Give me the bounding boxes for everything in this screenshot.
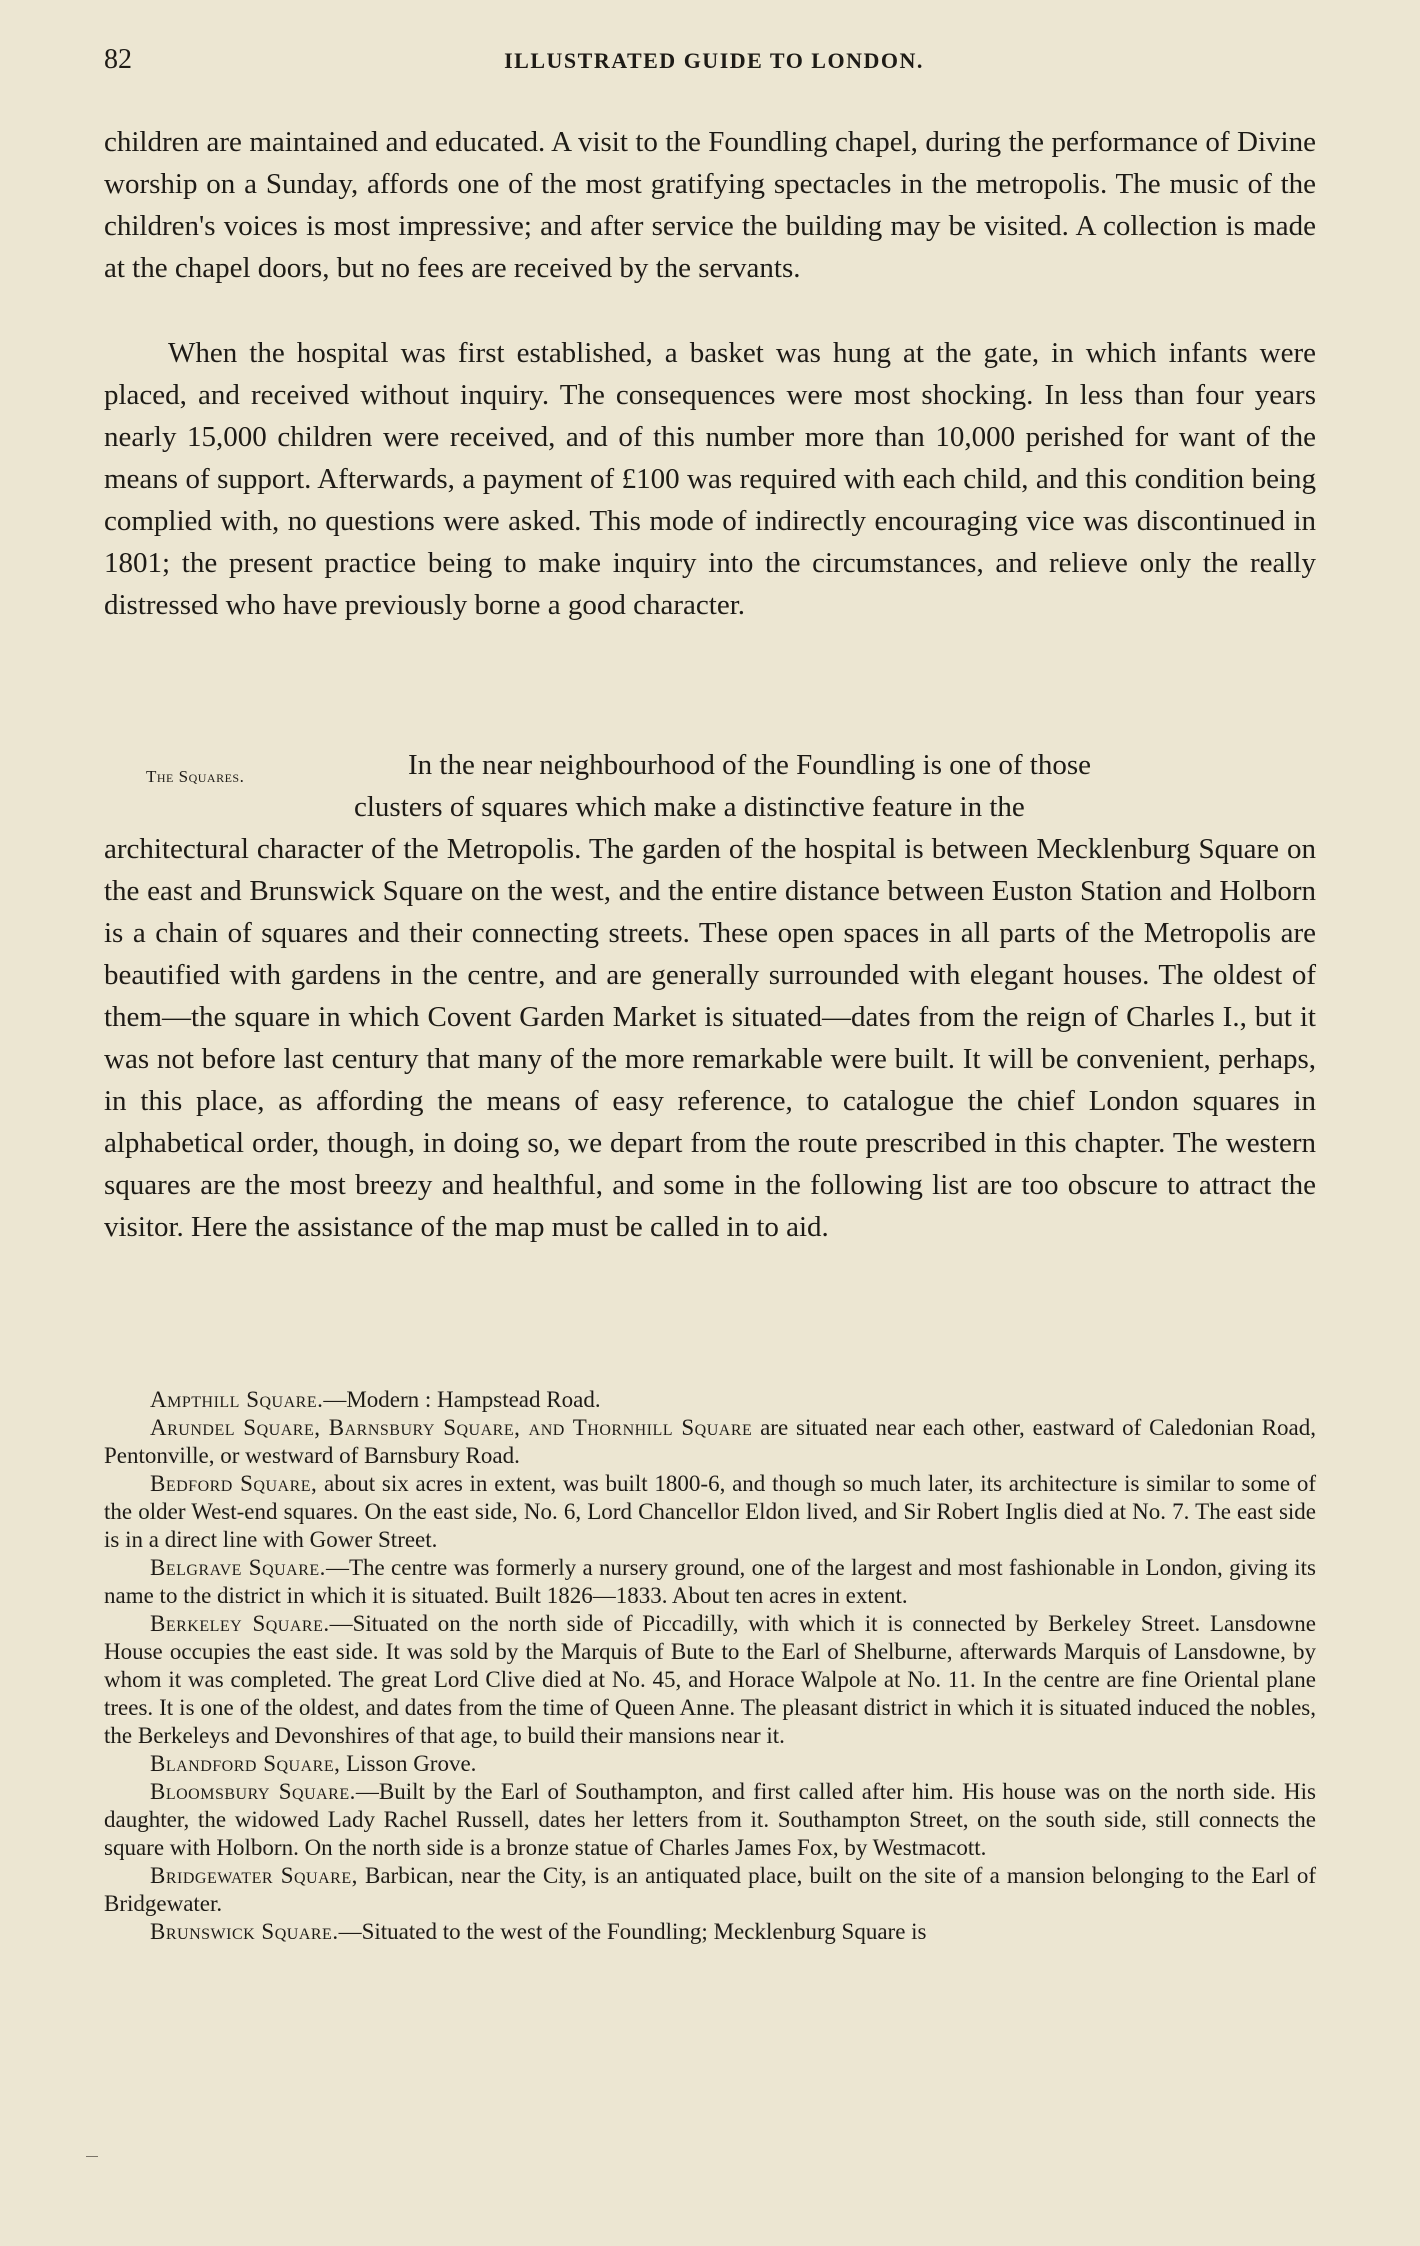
list-item <box>104 1918 1316 1946</box>
list-item <box>104 1750 1316 1778</box>
paragraph-hospital-history <box>104 332 1316 626</box>
paragraph-text: children are maintained and educated. A visit to the Foundling chapel, during the performance of Divine worship on a Sunday, affords one of the most gratifying spectacles in the metropolis. The music of the children's voices is most impressive; and after service the building may be visited. A collection is made at the chapel doors, but no fees are received by the servants. <box>104 126 1316 284</box>
page-number: 82 <box>104 44 132 75</box>
square-description: Lisson Grove. <box>340 1751 477 1776</box>
square-name: Berkeley Square. <box>150 1611 330 1636</box>
square-name: Bloomsbury Square. <box>150 1779 356 1804</box>
square-description: —The centre was formerly a nursery ground, one of the largest and most fashionable in London, giving its name to the district in which it is situated. Built 1826—1833. About ten acres in extent. <box>104 1555 1316 1608</box>
square-name: Blandford Square, <box>150 1751 341 1776</box>
list-item <box>104 1414 1316 1470</box>
list-item <box>104 1386 1316 1414</box>
squares-section <box>104 744 1316 1248</box>
square-description: —Situated on the north side of Piccadilly, with which it is connected by Berkeley Street. Lansdowne House occupies the east side. It was sold by the Marquis of Bute to the Earl of Shelburne, afterwards Marquis of Lansdowne, by whom it was completed. The great Lord Clive died at No. 45, and Horace Walpole at No. 11. In the centre are fine Oriental plane trees. It is one of the oldest, and dates from the time of Queen Anne. The pleasant district in which it is situated induced the nobles, the Berkeleys and Devonshires of that age, to build their mansions near it. <box>104 1611 1316 1748</box>
squares-intro-rest: architectural character of the Metropolis. The garden of the hospital is between Mecklenburg Square on the east and Brunswick Square on the west, and the entire distance between Euston Station and Holborn is a chain of squares and their connecting streets. These open spaces in all parts of the Metropolis are beautified with gardens in the centre, and are generally surrounded with elegant houses. The oldest of them—the square in which Covent Garden Market is situated—dates from the reign of Charles I., but it was not before last century that many of the more remarkable were built. It will be convenient, perhaps, in this place, as affording the means of easy reference, to catalogue the chief London squares in alphabetical order, though, in doing so, we depart from the route prescribed in this chapter. The western squares are the most breezy and healthful, and some in the following list are too obscure to attract the visitor. Here the assistance of the map must be called in to aid. <box>104 833 1316 1243</box>
printer-mark <box>86 2156 98 2157</box>
paragraph-foundling-chapel <box>104 121 1316 289</box>
list-item <box>104 1862 1316 1918</box>
squares-intro-paragraph <box>104 744 1316 1248</box>
list-item <box>104 1778 1316 1862</box>
sidenote-the-squares: The Squares. <box>146 767 245 786</box>
square-name: Ampthill Square. <box>150 1387 324 1412</box>
list-item <box>104 1610 1316 1750</box>
square-description: —Built by the Earl of Southampton, and first called after him. His house was on the north side. His daughter, the widowed Lady Rachel Russell, dates her letters from it. Southampton Street, on the south side, still connects the square with Holborn. On the north side is a bronze statue of Charles James Fox, by Westmacott. <box>104 1779 1317 1860</box>
square-name: Belgrave Square. <box>150 1555 326 1580</box>
square-description: —Situated to the west of the Foundling; Mecklenburg Square is <box>338 1919 927 1944</box>
squares-intro-line-1: In the near neighbourhood of the Foundling is one of those <box>408 749 1091 781</box>
square-name: Arundel Square, Barnsbury Square, and Thornhill Square <box>150 1415 753 1440</box>
square-name: Bridgewater Square, <box>150 1863 358 1888</box>
list-item <box>104 1554 1316 1610</box>
square-description: Barbican, near the City, is an antiquated place, built on the site of a mansion belonging to the Earl of Bridgewater. <box>104 1863 1316 1916</box>
paragraph-text: When the hospital was first established, a basket was hung at the gate, in which infants were placed, and received without inquiry. The consequences were most shocking. In less than four years nearly 15,000 children were received, and of this number more than 10,000 perished for want of the means of support. Afterwards, a payment of £100 was required with each child, and this condition being complied with, no questions were asked. This mode of indirectly encouraging vice was discontinued in 1801; the present practice being to make inquiry into the circumstances, and relieve only the really distressed who have previously borne a good character. <box>104 337 1316 621</box>
squares-intro-line-2: clusters of squares which make a distinctive feature in the <box>354 791 1025 823</box>
page-header <box>104 44 1324 84</box>
square-description: —Modern : Hampstead Road. <box>323 1387 601 1412</box>
running-head: ILLUSTRATED GUIDE TO LONDON. <box>504 48 924 73</box>
square-description: are situated near each other, eastward of Caledonian Road, Pentonville, or westward of Barnsbury Road. <box>104 1415 1317 1468</box>
squares-list <box>104 1386 1316 1946</box>
list-item <box>104 1470 1316 1554</box>
square-name: Brunswick Square. <box>150 1919 339 1944</box>
square-description: about six acres in extent, was built 1800-6, and though so much later, its architecture is similar to some of the older West-end squares. On the east side, No. 6, Lord Chancellor Eldon lived, and Sir Robert Inglis died at No. 7. The east side is in a direct line with Gower Street. <box>104 1471 1317 1552</box>
square-name: Bedford Square, <box>150 1471 318 1496</box>
